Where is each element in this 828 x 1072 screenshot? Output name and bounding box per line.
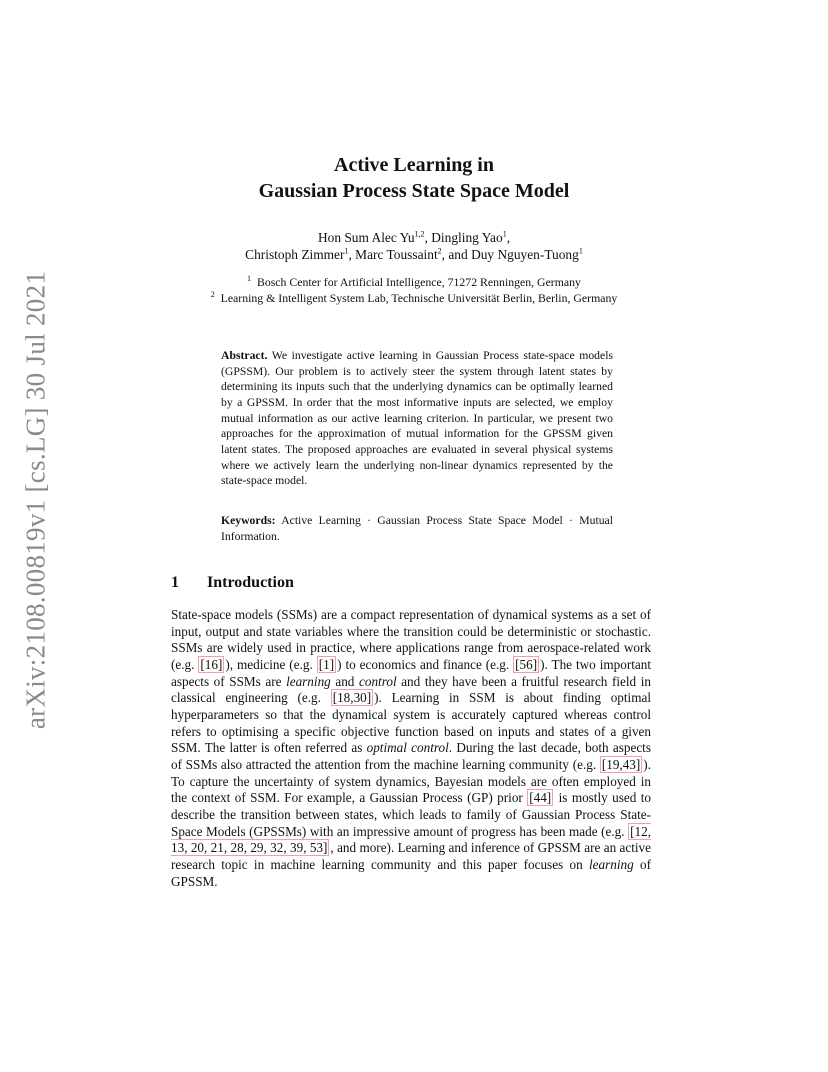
text-span: ). The two important aspects of SSMs are bbox=[171, 656, 651, 689]
citation-link[interactable]: [56] bbox=[515, 656, 538, 672]
section-title: Introduction bbox=[207, 574, 294, 591]
text-span: ) to economics and finance (e.g. bbox=[337, 656, 514, 672]
keywords-label: Keywords: bbox=[221, 514, 276, 527]
paper-title bbox=[0, 152, 828, 204]
keywords bbox=[221, 513, 613, 544]
text-span: and they have been a fruitful research field in classical engineering (e.g. bbox=[171, 673, 652, 706]
author-name: Dingling Yao bbox=[431, 230, 503, 245]
citation-link[interactable]: [19,43] bbox=[601, 756, 641, 772]
citation-link[interactable]: [1] bbox=[318, 656, 335, 672]
separator: , bbox=[424, 230, 432, 245]
text-span: is mostly used to describe the transition between states, which leads to family of Gaussian Process State-Space Models (GPSSMs) with an impressive amount of progress has been made (e.g. bbox=[171, 790, 651, 839]
author-list bbox=[0, 229, 828, 263]
arxiv-sidebar bbox=[14, 270, 58, 730]
title-line-1: Active Learning in bbox=[334, 154, 494, 176]
emphasis: learning bbox=[286, 673, 331, 689]
title-line-2: Gaussian Process State Space Model bbox=[258, 180, 570, 202]
text-span: , and more). Learning and inference of GPSSM are an active research topic in machine learning community and this paper focuses on bbox=[171, 840, 651, 872]
author-name: Christoph Zimmer bbox=[245, 247, 345, 262]
text-span: ), medicine (e.g. bbox=[225, 656, 317, 672]
affiliations bbox=[0, 275, 828, 306]
author-name: Hon Sum Alec Yu bbox=[317, 230, 415, 245]
keywords-text: Active Learning · Gaussian Process State Space Model · Mutual Information. bbox=[221, 514, 613, 543]
author-affil-sup: 1 bbox=[344, 246, 349, 256]
separator: , bbox=[348, 247, 356, 262]
text-span: and bbox=[330, 673, 359, 689]
section-number: 1 bbox=[171, 574, 179, 591]
affiliation-1 bbox=[0, 275, 828, 291]
intro-paragraph bbox=[171, 607, 651, 890]
text-span: ). To capture the uncertainty of system dynamics, Bayesian models are often employed in the context of SSM. For example, a Gaussian Process (GP) prior bbox=[171, 756, 651, 806]
citation-link[interactable]: [18,30] bbox=[332, 690, 372, 706]
separator: , bbox=[506, 230, 511, 245]
authors-line-1 bbox=[0, 229, 828, 246]
emphasis: control bbox=[359, 673, 397, 689]
citation-link[interactable]: [44] bbox=[529, 790, 552, 806]
separator: , and bbox=[441, 247, 472, 262]
text-span: ). Learning in SSM is about finding optimal hyperparameters so that the dynamical system is accurately captured whereas control refers to optimising a specific objective function based on inputs and states of a given SSM. The latter is often referred as bbox=[171, 690, 651, 756]
authors-line-2 bbox=[0, 246, 828, 263]
affiliation-number: 2 bbox=[210, 289, 215, 299]
author-name: Duy Nguyen-Tuong bbox=[471, 247, 579, 262]
citation-link[interactable]: [12, 13, 20, 21, 28, 29, 32, 39, 53] bbox=[171, 823, 651, 856]
abstract-label: Abstract. bbox=[221, 349, 268, 362]
author-affil-sup: 1,2 bbox=[414, 229, 425, 239]
author-affil-sup: 1 bbox=[578, 246, 583, 256]
abstract bbox=[221, 348, 613, 489]
section-heading bbox=[171, 574, 294, 592]
affiliation-number: 1 bbox=[247, 274, 252, 284]
text-span: . During the last decade, both aspects of SSMs also attracted the attention from the machine learning community (e.g. bbox=[171, 740, 651, 772]
affiliation-text: Bosch Center for Artificial Intelligence, 71272 Renningen, Germany bbox=[256, 275, 581, 289]
citation-link[interactable]: [16] bbox=[200, 656, 223, 672]
affiliation-text: Learning & Intelligent System Lab, Technische Universität Berlin, Berlin, Germany bbox=[220, 290, 618, 305]
author-affil-sup: 1 bbox=[502, 229, 507, 239]
abstract-text: We investigate active learning in Gaussian Process state-space models (GPSSM). Our problem is to actively steer the system through latent states by determining its inputs such that the underlying dynamics can be optimally learned by a GPSSM. In order that the most informative inputs are selected, we employ mutual information as our active learning criterion. In particular, we present two approaches for the approximation of mutual information for the GPSSM given latent states. The proposed approaches are evaluated in several physical systems where we actively learn the underlying non-linear dynamics represented by the state-space model. bbox=[221, 349, 614, 488]
text-span: of GPSSM. bbox=[171, 856, 651, 889]
introduction-body bbox=[171, 607, 651, 890]
affiliation-2 bbox=[0, 291, 828, 307]
arxiv-identifier: arXiv:2108.00819v1 [cs.LG] 30 Jul 2021 bbox=[20, 270, 51, 730]
emphasis: optimal control bbox=[366, 740, 449, 756]
author-name: Marc Toussaint bbox=[355, 247, 438, 262]
emphasis: learning bbox=[588, 856, 634, 872]
author-affil-sup: 2 bbox=[437, 246, 442, 256]
text-span: State-space models (SSMs) are a compact representation of dynamical systems as a set of input, output and state variables where the transition could be deterministic or stochastic. SSMs are widely used in practice, where applications range from aerospace-related work (e.g. bbox=[171, 607, 651, 672]
